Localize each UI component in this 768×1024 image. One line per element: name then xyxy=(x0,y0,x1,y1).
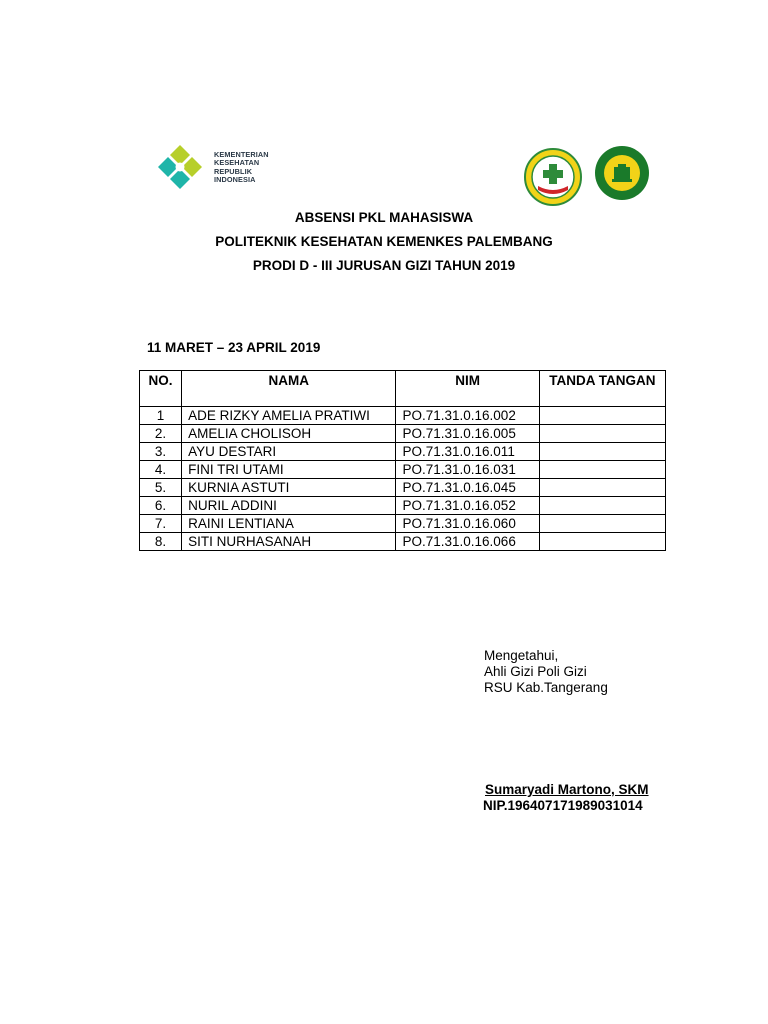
row-nama: ADE RIZKY AMELIA PRATIWI xyxy=(182,407,396,425)
row-no: 1 xyxy=(140,407,182,425)
table-row xyxy=(140,533,666,551)
row-nim: PO.71.31.0.16.011 xyxy=(396,443,539,461)
signer-name: Sumaryadi Martono, SKM xyxy=(485,782,649,797)
table-header-row xyxy=(140,371,666,407)
document-title: ABSENSI PKL MAHASISWA xyxy=(294,210,474,225)
row-no: 7. xyxy=(140,515,182,533)
table-row xyxy=(140,497,666,515)
row-nim: PO.71.31.0.16.005 xyxy=(396,425,539,443)
attendance-table xyxy=(139,370,666,551)
row-no: 5. xyxy=(140,479,182,497)
row-no: 3. xyxy=(140,443,182,461)
table-row xyxy=(140,479,666,497)
row-nama: SITI NURHASANAH xyxy=(182,533,396,551)
table-row xyxy=(140,515,666,533)
kemenkes-emblem-icon xyxy=(156,143,212,193)
signer-nip: NIP.196407171989031014 xyxy=(483,798,643,813)
table-row xyxy=(140,425,666,443)
poltekkes-emblem-icon xyxy=(594,145,650,201)
rsu-logo xyxy=(524,148,582,206)
row-nama: AYU DESTARI xyxy=(182,443,396,461)
row-signature-cell xyxy=(539,479,665,497)
row-nim: PO.71.31.0.16.031 xyxy=(396,461,539,479)
row-nim: PO.71.31.0.16.002 xyxy=(396,407,539,425)
table-row xyxy=(140,407,666,425)
signer-institution: RSU Kab.Tangerang xyxy=(484,680,608,695)
row-signature-cell xyxy=(539,497,665,515)
row-signature-cell xyxy=(539,461,665,479)
row-nim: PO.71.31.0.16.060 xyxy=(396,515,539,533)
row-signature-cell xyxy=(539,407,665,425)
row-nim: PO.71.31.0.16.066 xyxy=(396,533,539,551)
hospital-emblem-icon xyxy=(524,148,582,206)
row-nim: PO.71.31.0.16.045 xyxy=(396,479,539,497)
row-no: 6. xyxy=(140,497,182,515)
row-signature-cell xyxy=(539,533,665,551)
program-name: PRODI D - III JURUSAN GIZI TAHUN 2019 xyxy=(252,258,516,273)
period-date-range: 11 MARET – 23 APRIL 2019 xyxy=(147,340,321,355)
row-nama: AMELIA CHOLISOH xyxy=(182,425,396,443)
row-no: 2. xyxy=(140,425,182,443)
poltekkes-logo xyxy=(594,145,650,201)
row-no: 8. xyxy=(140,533,182,551)
table-row xyxy=(140,443,666,461)
header-no: NO. xyxy=(140,371,182,407)
table-row xyxy=(140,461,666,479)
row-nama: FINI TRI UTAMI xyxy=(182,461,396,479)
signer-role: Ahli Gizi Poli Gizi xyxy=(484,664,587,679)
row-nama: RAINI LENTIANA xyxy=(182,515,396,533)
institution-name: POLITEKNIK KESEHATAN KEMENKES PALEMBANG xyxy=(215,234,553,249)
row-no: 4. xyxy=(140,461,182,479)
row-nim: PO.71.31.0.16.052 xyxy=(396,497,539,515)
header-nim: NIM xyxy=(396,371,539,407)
row-signature-cell xyxy=(539,425,665,443)
row-signature-cell xyxy=(539,443,665,461)
header-nama: NAMA xyxy=(182,371,396,407)
row-nama: KURNIA ASTUTI xyxy=(182,479,396,497)
kemenkes-logo-text: KEMENTERIAN KESEHATAN REPUBLIK INDONESIA xyxy=(214,150,269,184)
row-signature-cell xyxy=(539,515,665,533)
header-tanda-tangan: TANDA TANGAN xyxy=(539,371,665,407)
kemenkes-logo xyxy=(156,143,306,193)
row-nama: NURIL ADDINI xyxy=(182,497,396,515)
acknowledgement-label: Mengetahui, xyxy=(484,648,559,663)
